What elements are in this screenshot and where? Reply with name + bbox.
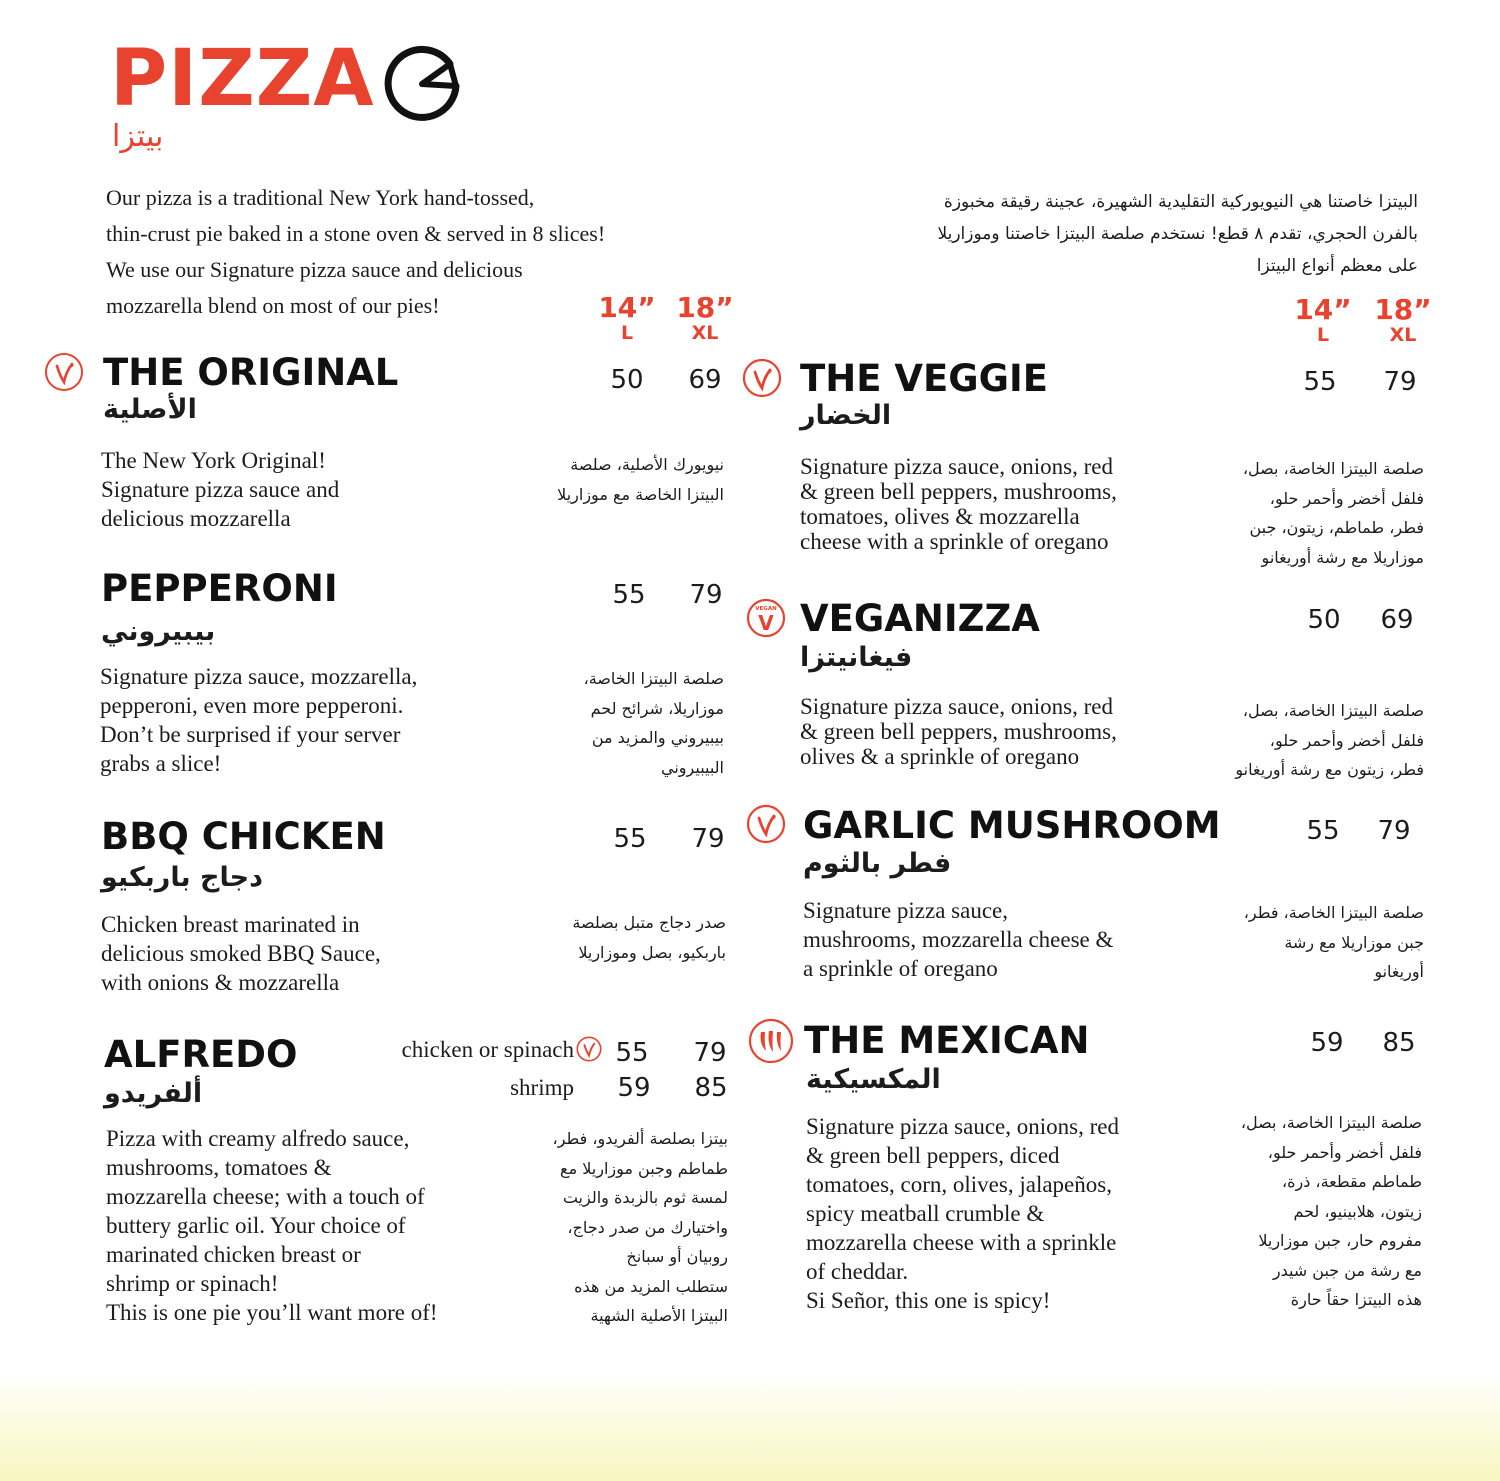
- item-name-arabic-veggie: الخضار: [800, 400, 892, 431]
- item-name-original: THE ORIGINAL: [103, 351, 399, 394]
- price-xlarge-alfredo-shrimp: 85: [694, 1073, 728, 1103]
- item-description-arabic-mexican: صلصة البيتزا الخاصة، بصل، فلفل أخضر وأحمر حلو، طماطم مقطعة، ذرة، زيتون، هلابينيو، لحم مفروم حار، جبن موزاريلا مع رشة من جبن شيدر هذه البيتزا حقاً حارة: [1240, 1113, 1422, 1309]
- spicy-chili-icon: [748, 1018, 794, 1064]
- item-name-veganizza: VEGANIZZA: [800, 597, 1040, 640]
- page-title-arabic: بيتزا: [112, 119, 164, 154]
- svg-text:VEGAN: VEGAN: [755, 606, 777, 612]
- size-header-xlarge: 18” XL: [676, 291, 734, 344]
- item-description-original: The New York Original! Signature pizza sauce and delicious mozzarella: [101, 448, 340, 531]
- item-name-bbq-chicken: BBQ CHICKEN: [101, 815, 386, 858]
- price-large-veganizza: 50: [1307, 605, 1341, 635]
- price-large-alfredo-chicken: 55: [615, 1038, 649, 1068]
- item-name-arabic-garlic-mushroom: فطر بالثوم: [803, 848, 952, 879]
- item-description-pepperoni: Signature pizza sauce, mozzarella, pepperoni, even more pepperoni. Don’t be surprised if your server grabs a slice!: [100, 664, 418, 776]
- item-description-arabic-original: نيويورك الأصلية، صلصة البيتزا الخاصة مع موزاريلا: [557, 455, 724, 504]
- price-xlarge-mexican: 85: [1382, 1028, 1416, 1058]
- vegetarian-icon: [746, 804, 786, 844]
- price-xlarge-garlic-mushroom: 79: [1377, 816, 1411, 846]
- price-xlarge-pepperoni: 79: [689, 580, 723, 610]
- option-label-shrimp: shrimp: [510, 1075, 574, 1100]
- page-title: PIZZA: [110, 34, 375, 124]
- price-large-original: 50: [610, 365, 644, 395]
- item-description-arabic-alfredo: بيتزا بصلصة ألفريدو، فطر، طماطم وجبن موزاريلا مع لمسة ثوم بالزبدة والزيت واختيارك من صدر دجاج، روبيان أو سبانخ ستطلب المزيد من هذه البيتزا الأصلية الشهية: [552, 1129, 728, 1325]
- price-xlarge-alfredo-chicken: 79: [693, 1038, 727, 1068]
- price-large-pepperoni: 55: [612, 580, 646, 610]
- price-xlarge-veganizza: 69: [1380, 605, 1414, 635]
- item-description-veganizza: Signature pizza sauce, onions, red & green bell peppers, mushrooms, olives & a sprinkle of oregano: [800, 694, 1117, 769]
- item-name-arabic-bbq-chicken: دجاج باربكيو: [101, 862, 263, 893]
- item-description-veggie: Signature pizza sauce, onions, red & green bell peppers, mushrooms, tomatoes, olives & mozzarella cheese with a sprinkle of oregano: [800, 454, 1117, 554]
- price-xlarge-veggie: 79: [1383, 367, 1417, 397]
- item-description-arabic-bbq-chicken: صدر دجاج متبل بصلصة باربكيو، بصل وموزاريلا: [572, 913, 726, 962]
- item-description-arabic-veganizza: صلصة البيتزا الخاصة، بصل، فلفل أخضر وأحمر حلو، فطر، زيتون مع رشة أوريغانو: [1235, 701, 1424, 779]
- price-large-bbq-chicken: 55: [613, 824, 647, 854]
- intro-text-arabic: البيتزا خاصتنا هي النيويوركية التقليدية الشهيرة، عجينة رقيقة مخبوزة بالفرن الحجري، تقدم ٨ قطع! نستخدم صلصة البيتزا خاصتنا وموزاريلا على معظم أنواع البيتزا: [937, 192, 1418, 276]
- price-large-mexican: 59: [1310, 1028, 1344, 1058]
- price-xlarge-bbq-chicken: 79: [691, 824, 725, 854]
- price-xlarge-original: 69: [688, 365, 722, 395]
- item-name-arabic-veganizza: فيغانيتزا: [800, 642, 913, 673]
- item-name-pepperoni: PEPPERONI: [101, 567, 338, 610]
- item-description-alfredo: Pizza with creamy alfredo sauce, mushrooms, tomatoes & mozzarella cheese; with a touch of buttery garlic oil. Your choice of marinated chicken breast or shrimp or spinach! This is one pie you’ll want more of!: [106, 1126, 438, 1325]
- item-name-arabic-original: الأصلية: [103, 394, 197, 425]
- price-large-veggie: 55: [1303, 367, 1337, 397]
- size-header-xlarge: 18” XL: [1374, 293, 1432, 346]
- size-header-large: 14” L: [1294, 293, 1352, 346]
- price-large-alfredo-shrimp: 59: [617, 1073, 651, 1103]
- item-description-mexican: Signature pizza sauce, onions, red & green bell peppers, diced tomatoes, corn, olives, jalapeños, spicy meatball crumble & mozzarella cheese with a sprinkle of cheddar. Si Señor, this one is spicy!: [806, 1114, 1119, 1313]
- item-name-mexican: THE MEXICAN: [804, 1019, 1090, 1062]
- price-large-garlic-mushroom: 55: [1306, 816, 1340, 846]
- item-description-arabic-veggie: صلصة البيتزا الخاصة، بصل، فلفل أخضر وأحمر حلو، فطر، طماطم، زيتون، جبن موزاريلا مع رشة أوريغانو: [1242, 459, 1424, 567]
- item-name-arabic-mexican: المكسيكية: [806, 1064, 941, 1095]
- item-description-bbq-chicken: Chicken breast marinated in delicious smoked BBQ Sauce, with onions & mozzarella: [101, 912, 381, 995]
- size-header-large: 14” L: [598, 291, 656, 344]
- option-label-chicken-or-spinach: chicken or spinach: [401, 1037, 574, 1062]
- intro-text: Our pizza is a traditional New York hand-tossed, thin-crust pie baked in a stone oven & served in 8 slices! We use our Signature pizza sauce and delicious mozzarella blend on most of our pies!: [106, 185, 606, 318]
- vegetarian-icon: [44, 352, 84, 392]
- item-description-arabic-garlic-mushroom: صلصة البيتزا الخاصة، فطر، جبن موزاريلا مع رشة أوريغانو: [1243, 903, 1424, 981]
- vegetarian-icon: [742, 358, 782, 398]
- item-name-alfredo: ALFREDO: [104, 1033, 298, 1076]
- item-name-veggie: THE VEGGIE: [800, 357, 1049, 400]
- item-name-garlic-mushroom: GARLIC MUSHROOM: [803, 804, 1221, 847]
- pizza-logo-icon: [380, 42, 464, 126]
- item-description-arabic-pepperoni: صلصة البيتزا الخاصة، موزاريلا، شرائح لحم بيبيروني والمزيد من البيبيروني: [583, 669, 724, 777]
- item-name-arabic-pepperoni: بيبيروني: [101, 616, 216, 647]
- item-description-garlic-mushroom: Signature pizza sauce, mushrooms, mozzarella cheese & a sprinkle of oregano: [803, 898, 1114, 981]
- item-name-arabic-alfredo: ألفريدو: [104, 1078, 203, 1109]
- vegan-icon: [746, 598, 786, 638]
- page-background-tint: [0, 1371, 1500, 1481]
- svg-text:V: V: [758, 611, 774, 635]
- vegetarian-icon: [576, 1036, 602, 1062]
